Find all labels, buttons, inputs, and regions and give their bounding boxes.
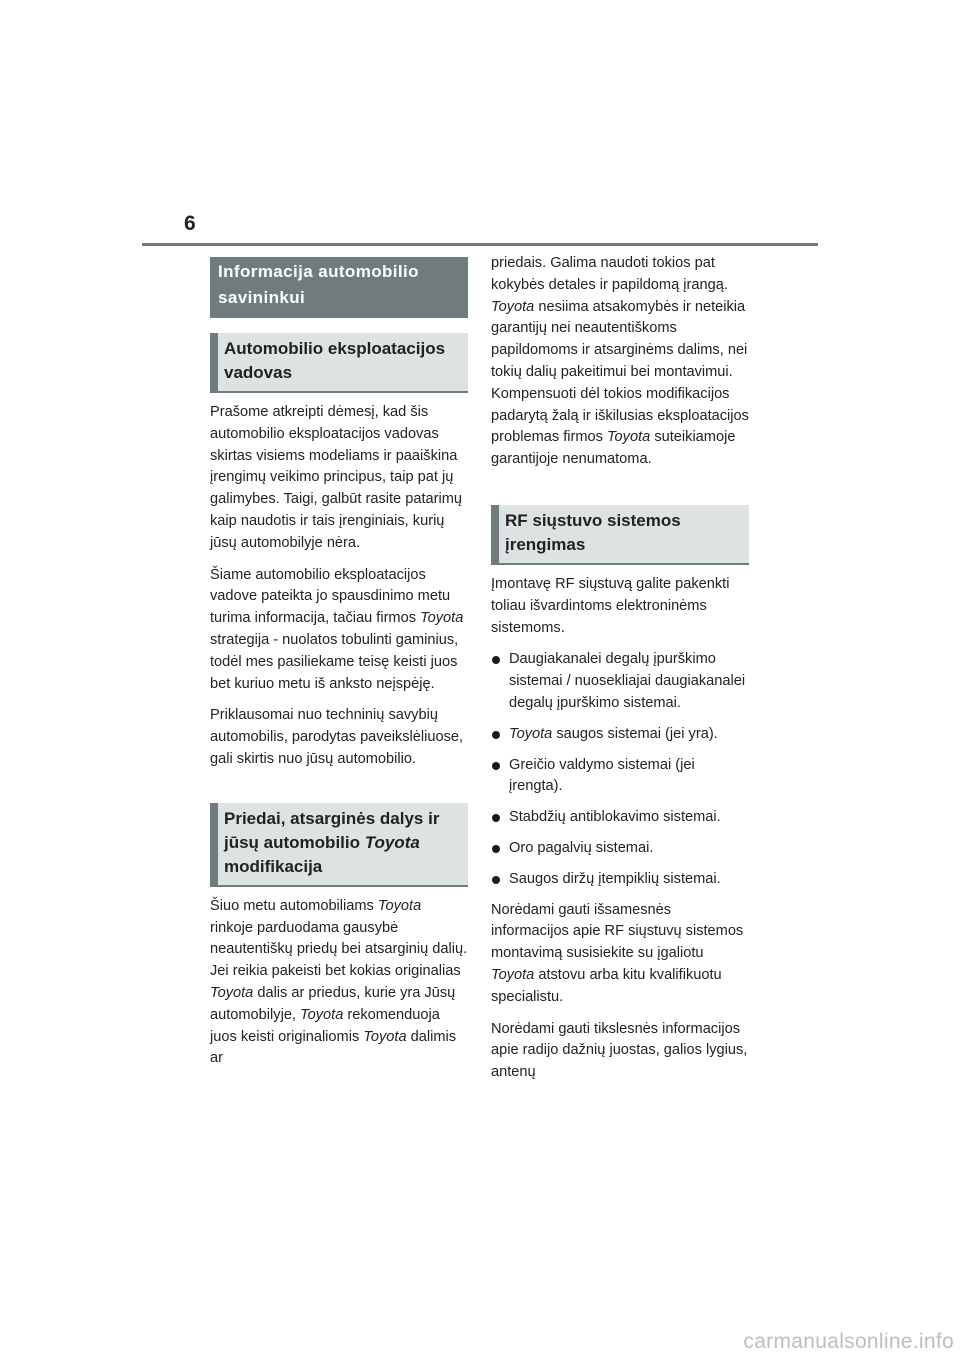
bullet-icon [492,845,500,853]
paragraph-accessories-continued: priedais. Galima naudoti tokios pat kokybės detales ir papildomą įrangą. Toyota nesiima atsakomybės ir neteikia garantijų nei neautentiškoms papildomoms ir atsarginėms dalims, nei tokių dalių pakeitimui bei montavimui. Kompensuoti dėl tokios modifikacijos padarytą žalą ir iškilusias eksploatacijos problemas firmos Toyota suteikiamoje garantijoje nenumatoma. [491,255,749,468]
brand-name: Toyota [509,725,553,742]
subheading-rf-transmitter: RF siųstuvo sistemos įrengimas [491,505,749,565]
list-item: Daugiakanalei degalų įpurškimo sistemai / nuosekliajai daugiakanalei degalų įpurškimo sistemai. [491,649,749,714]
list-item: Stabdžių antiblokavimo sistemai. [491,807,749,829]
paragraph-manual-scope: Prašome atkreipti dėmesį, kad šis automobilio eksploatacijos vadovas skirtas visiems modeliams ir paaiškina įrengimų veikimo principus, taip pat jų galimybes. Taigi, galbūt rasite patarimų kaip naudotis ir tais įrenginiais, kurių jūsų automobilyje nėra. [210,404,463,551]
brand-name: Toyota [606,429,651,446]
brand-name: Toyota [300,1006,344,1023]
subheading-accessories: Priedai, atsarginės dalys ir jūsų automobilio Toyota modifikacija [210,803,468,887]
paragraph-rf-intro: Įmontavę RF siųstuvą galite pakenkti toliau išvardintoms elektroninėms sistemoms. [491,575,730,636]
brand-name: Toyota [363,1028,407,1045]
list-item: Greičio valdymo sistemai (jei įrengta). [491,755,749,799]
list-item: Toyota saugos sistemai (jei yra). [491,724,749,746]
bullet-icon [492,876,500,884]
affected-systems-list [491,649,749,890]
header-rule [142,243,818,246]
bullet-icon [492,814,500,822]
right-column [491,253,749,1094]
bullet-icon [492,762,500,770]
list-item: Saugos diržų įtempiklių sistemai. [491,869,749,891]
paragraph-manual-changes: Šiame automobilio eksploatacijos vadove pateikta jo spausdinimo metu turima informacija, tačiau firmos Toyota strategija - nuolatos tobulinti gaminius, todėl mes pasiliekame teisę keisti juos bet kuriuo metu iš anksto neįspėję. [210,566,464,692]
section-banner: Informacija automobilio savininkui [210,257,468,318]
left-column [210,257,468,1080]
paragraph-accessories: Šiuo metu automobiliams Toyota rinkoje parduodama gausybė neautentiškų priedų bei atsarginių dalių. Jei reikia pakeisti bet kokias originalias Toyota dalis ar priedus, kurie yra Jūsų automobilyje, Toyota rekomenduoja juos keisti originaliomis Toyota dalimis ar [210,897,468,1067]
list-item: Oro pagalvių sistemai. [491,838,749,860]
brand-name: Toyota [491,298,535,315]
page-number: 6 [184,212,196,235]
bullet-icon [492,731,500,739]
brand-name: Toyota [210,984,254,1001]
paragraph-rf-frequencies: Norėdami gauti tikslesnės informacijos apie radijo dažnių juostas, galios lygius, antenų [491,1020,748,1081]
bullet-icon [492,656,500,664]
subheading-owners-manual: Automobilio eksploatacijos vadovas [210,333,468,393]
brand-name: Toyota [377,897,422,914]
paragraph-rf-contact: Norėdami gauti išsamesnės informacijos apie RF siųstuvų sistemos montavimą susisiekite su įgaliotu Toyota atstovu arba kitu kvalifikuotu specialistu. [491,901,744,1005]
paragraph-illustrations: Priklausomai nuo techninių savybių automobilis, parodytas paveikslėliuose, gali skirtis nuo jūsų automobilio. [210,707,464,767]
brand-name: Toyota [420,610,464,627]
watermark: carmanualsonline.info [743,1330,954,1353]
brand-name: Toyota [364,832,420,852]
brand-name: Toyota [491,966,535,983]
